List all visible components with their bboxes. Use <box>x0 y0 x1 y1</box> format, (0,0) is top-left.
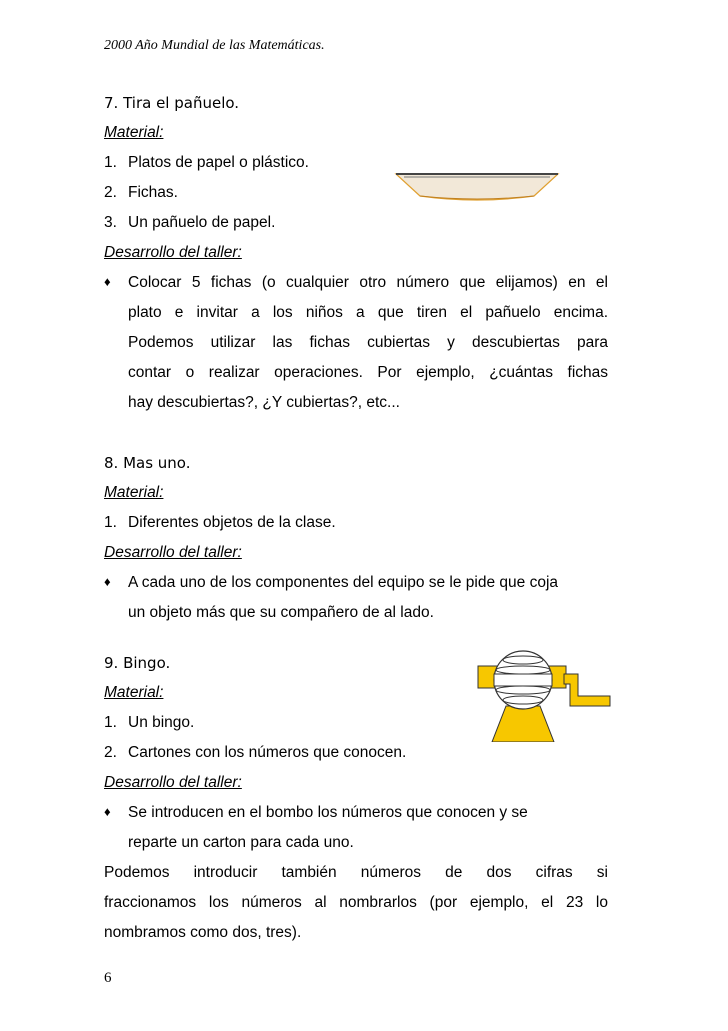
bullet-text: Colocar 5 fichas (o cualquier otro número que elijamos) en el <box>128 274 608 291</box>
bullet-line: plato e invitar a los niños a que tiren el pañuelo encima. <box>128 304 608 321</box>
bullet-icon: ♦ <box>104 574 111 589</box>
bullet-line: un objeto más que su compañero de al lado. <box>128 604 434 621</box>
list-item-text: Diferentes objetos de la clase. <box>128 514 336 531</box>
list-number: 1. <box>104 714 117 731</box>
list-item-text: Fichas. <box>128 184 178 201</box>
bullet-line: reparte un carton para cada uno. <box>128 834 354 851</box>
list-item-text: Platos de papel o plástico. <box>128 154 309 171</box>
bullet-line <box>104 574 608 592</box>
list-number: 2. <box>104 184 117 201</box>
list-item <box>104 744 406 762</box>
section-title: 8. Mas uno. <box>104 454 191 472</box>
bullet-text: Se introducen en el bombo los números que conocen y se <box>128 804 528 821</box>
list-item-text: Cartones con los números que conocen. <box>128 744 407 761</box>
list-item <box>104 154 309 172</box>
list-number: 2. <box>104 744 117 761</box>
list-item-text: Un pañuelo de papel. <box>128 214 276 231</box>
list-item-text: Un bingo. <box>128 714 195 731</box>
bingo-machine-icon <box>474 646 614 742</box>
list-item <box>104 514 336 532</box>
bullet-line: hay descubiertas?, ¿Y cubiertas?, etc... <box>128 394 400 411</box>
paragraph-line: fraccionamos los números al nombrarlos (por ejemplo, el 23 lo <box>104 894 608 911</box>
list-item <box>104 714 194 732</box>
bullet-text: A cada uno de los componentes del equipo se le pide que coja <box>128 574 559 591</box>
material-label: Material: <box>104 684 164 701</box>
section-title: 7. Tira el pañuelo. <box>104 94 240 112</box>
bullet-line <box>104 804 608 822</box>
paragraph-line: nombramos como dos, tres). <box>104 924 302 941</box>
list-number: 3. <box>104 214 117 231</box>
list-item <box>104 184 178 202</box>
list-item <box>104 214 275 232</box>
list-number: 1. <box>104 514 117 531</box>
section-title: 9. Bingo. <box>104 654 171 672</box>
bullet-line <box>104 274 608 292</box>
bullet-icon: ♦ <box>104 804 111 819</box>
desarrollo-label: Desarrollo del taller: <box>104 544 242 561</box>
material-label: Material: <box>104 124 164 141</box>
list-number: 1. <box>104 154 117 171</box>
running-header: 2000 Año Mundial de las Matemáticas. <box>104 38 325 53</box>
desarrollo-label: Desarrollo del taller: <box>104 774 242 791</box>
bullet-icon: ♦ <box>104 274 111 289</box>
bullet-line: Podemos utilizar las fichas cubiertas y descubiertas para <box>128 334 608 351</box>
plate-icon <box>392 160 562 208</box>
page-number: 6 <box>104 970 112 986</box>
paragraph-line: Podemos introducir también números de dos cifras si <box>104 864 608 881</box>
desarrollo-label: Desarrollo del taller: <box>104 244 242 261</box>
material-label: Material: <box>104 484 164 501</box>
bullet-line: contar o realizar operaciones. Por ejemplo, ¿cuántas fichas <box>128 364 608 381</box>
